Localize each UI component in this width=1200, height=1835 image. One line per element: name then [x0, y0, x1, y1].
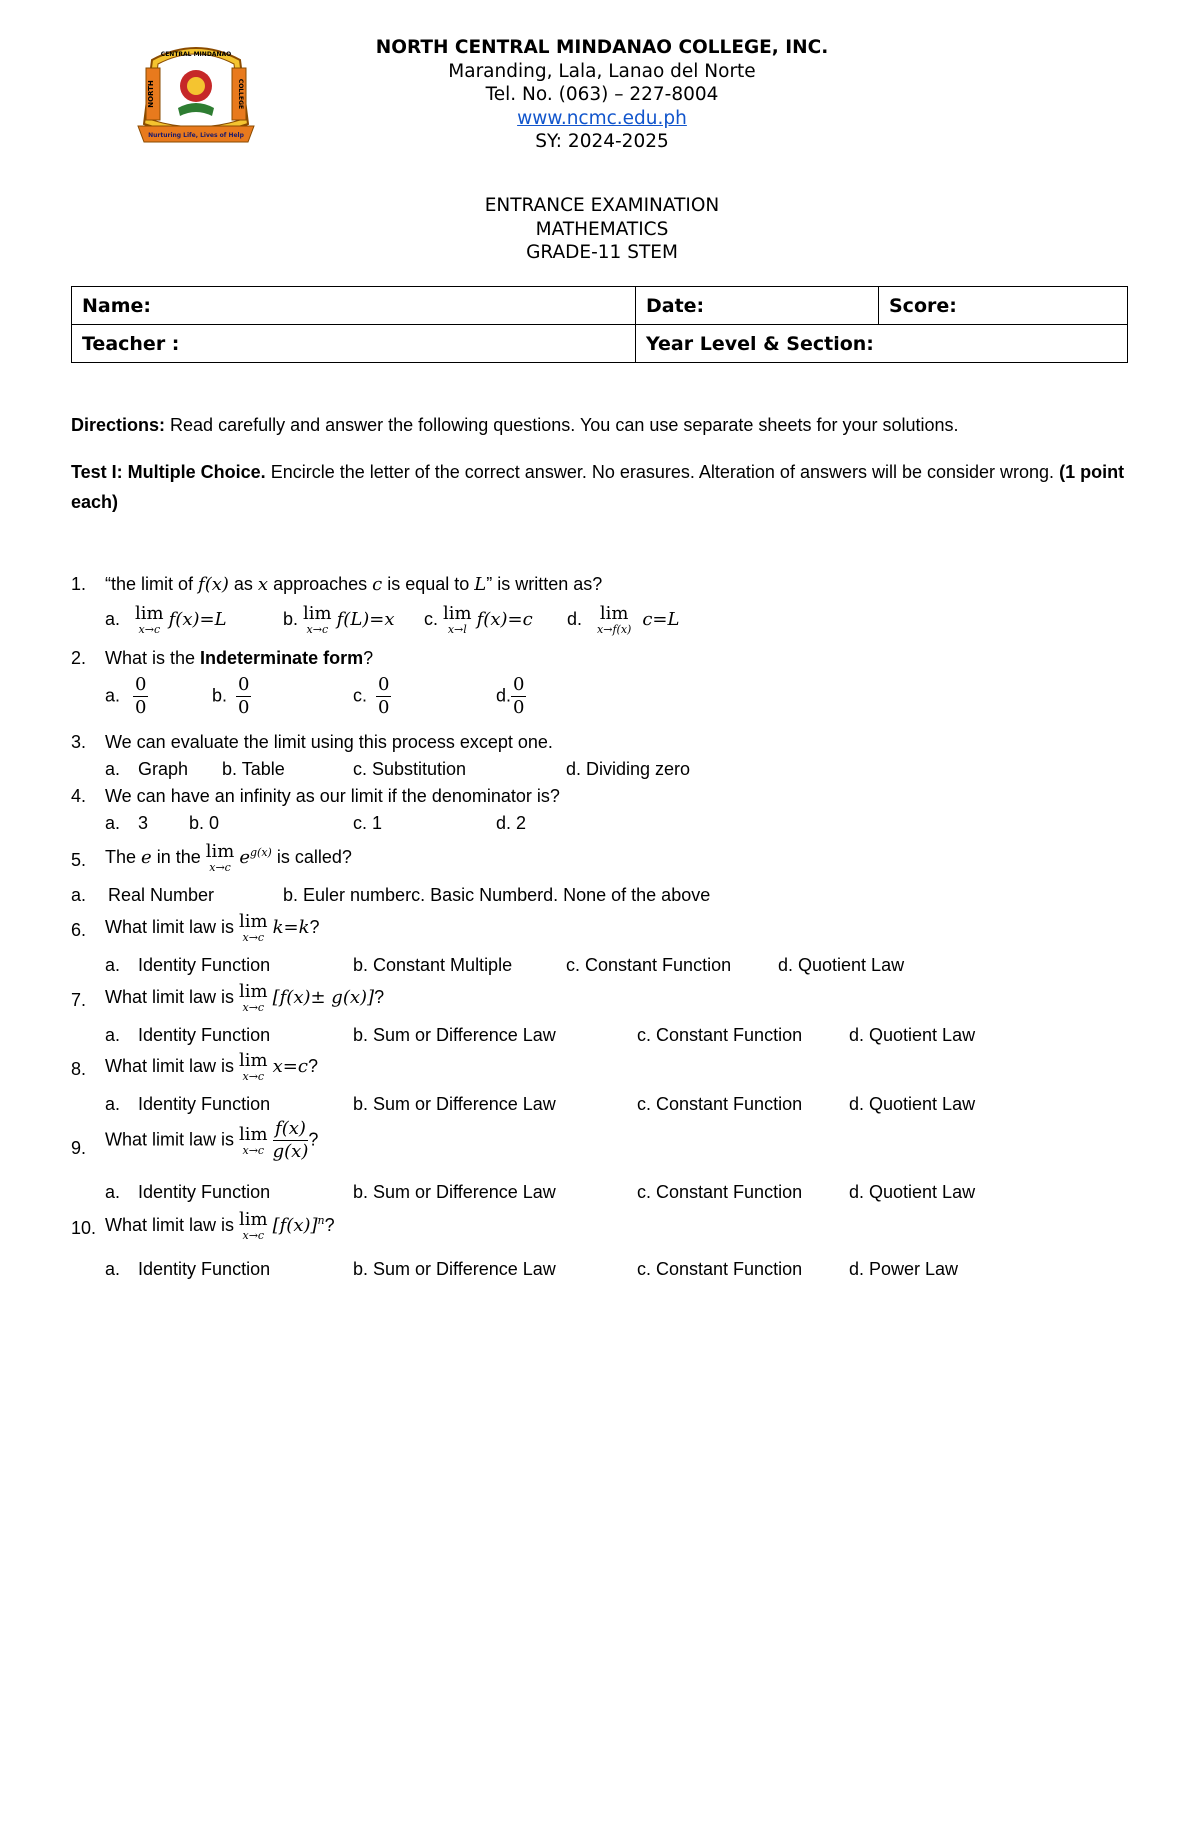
q10-end: ?: [324, 1214, 335, 1235]
question-number: 3.: [71, 732, 87, 752]
lim-subscript: x→c: [242, 1001, 265, 1014]
option-letter: d.: [567, 608, 583, 629]
lim-subscript: x→c: [242, 1070, 265, 1083]
q10-option-a[interactable]: [105, 1259, 270, 1280]
option-letter: b.: [212, 685, 228, 706]
option-text: Graph: [138, 759, 189, 779]
date-field[interactable]: [636, 287, 879, 325]
q4-option-d[interactable]: d. 2: [496, 813, 527, 833]
lim-symbol: lim: [599, 603, 629, 624]
q4-option-b[interactable]: b. 0: [189, 813, 220, 833]
q1-text-c: approaches: [268, 574, 373, 594]
question-text: [105, 1210, 335, 1242]
lim-subscript: x→c: [242, 1229, 265, 1242]
q7-text: What limit law is: [105, 986, 240, 1007]
option-letter: a.: [71, 885, 87, 905]
option-letter: a.: [105, 759, 121, 779]
teacher-field[interactable]: [72, 325, 636, 363]
lim-symbol: lim: [443, 603, 472, 624]
lim-subscript: x→l: [447, 623, 467, 636]
score-field[interactable]: [879, 287, 1128, 325]
q1-option-b[interactable]: [283, 604, 395, 636]
q6-option-d[interactable]: d. Quotient Law: [778, 955, 905, 975]
exam-subject: MATHEMATICS: [535, 218, 669, 240]
fraction-numerator: 0: [378, 674, 390, 695]
name-label: Name:: [82, 294, 152, 317]
q10-option-c[interactable]: c. Constant Function: [637, 1259, 803, 1279]
q2-end: ?: [363, 648, 374, 668]
option-letter: c.: [353, 685, 368, 706]
school-year: SY: 2024-2025: [535, 131, 669, 152]
year-section-label: Year Level & Section:: [646, 332, 874, 355]
question-number: 10.: [71, 1218, 97, 1238]
q3-option-c[interactable]: c. Substitution: [353, 759, 467, 779]
question-number: 7.: [71, 990, 87, 1010]
option-text: Identity Function: [138, 1259, 271, 1279]
test1-text: Encircle the letter of the correct answer. No erasures. Alteration of answers will be consider wrong.: [265, 462, 1055, 482]
q8-expression: x=c: [272, 1055, 308, 1077]
q4-option-c[interactable]: c. 1: [353, 813, 383, 833]
q5-text-b: in the: [151, 846, 206, 867]
lim-subscript: x→c: [242, 931, 265, 944]
q5-text-c: is called?: [271, 846, 352, 867]
college-tel: Tel. No. (063) – 227-8004: [485, 84, 719, 105]
q8-text: What limit law is: [105, 1055, 240, 1076]
question-text: [105, 648, 373, 669]
q9-option-c[interactable]: c. Constant Function: [637, 1182, 803, 1202]
score-label: Score:: [889, 294, 957, 317]
q8-option-d[interactable]: d. Quotient Law: [849, 1094, 976, 1114]
q1-text-b: as: [228, 574, 258, 594]
q1-option-d[interactable]: [567, 604, 679, 636]
question-text: [105, 1118, 318, 1163]
q2-bold-text: Indeterminate form: [200, 648, 364, 668]
q1-text-d: is equal to: [382, 574, 475, 594]
fraction-denominator: 0: [378, 697, 390, 718]
q9-end: ?: [308, 1129, 319, 1150]
logo-ribbon-text: Nurturing Life, Lives of Help: [148, 132, 244, 139]
lim-symbol: lim: [239, 981, 268, 1002]
q1-option-a[interactable]: [105, 604, 227, 636]
q6-option-c[interactable]: c. Constant Function: [566, 955, 732, 975]
fraction-numerator: 0: [238, 674, 250, 695]
lim-symbol: lim: [239, 1209, 268, 1230]
q1-option-c[interactable]: [424, 604, 533, 636]
q1-c: c: [372, 574, 383, 595]
logo-text-left: NORTH: [147, 80, 155, 108]
q5-exponent: g(x): [250, 845, 272, 859]
option-letter: a.: [105, 1182, 121, 1202]
q8-option-c[interactable]: c. Constant Function: [637, 1094, 803, 1114]
option-letter: a.: [105, 608, 121, 629]
question-text: We can evaluate the limit using this process except one.: [105, 732, 553, 752]
q9-option-d[interactable]: d. Quotient Law: [849, 1182, 976, 1202]
lim-subscript: x→c: [138, 623, 161, 636]
option-text: 3: [138, 813, 149, 833]
q9-text: What limit law is: [105, 1129, 240, 1150]
q1-fx: f(x): [198, 574, 229, 595]
logo-text-top: CENTRAL MINDANAO: [160, 51, 232, 58]
option-expression: f(x)=L: [168, 608, 227, 630]
lim-symbol: lim: [205, 841, 235, 862]
exam-title-block: [300, 194, 904, 265]
q5-options-b-d[interactable]: b. Euler numberc. Basic Numberd. None of the above: [283, 885, 711, 905]
fraction-numerator: 0: [513, 674, 525, 695]
q7-option-b[interactable]: b. Sum or Difference Law: [353, 1025, 556, 1045]
question-text: We can have an infinity as our limit if the denominator is?: [105, 786, 560, 806]
student-info-table: [71, 286, 1128, 363]
q7-option-c[interactable]: c. Constant Function: [637, 1025, 803, 1045]
q6-option-a[interactable]: [105, 955, 270, 976]
question-text: [105, 912, 320, 944]
q6-text: What limit law is: [105, 916, 240, 937]
q10-option-b[interactable]: b. Sum or Difference Law: [353, 1259, 556, 1279]
college-logo: [132, 42, 260, 154]
option-letter: a.: [105, 813, 121, 833]
q10-exponent: n: [317, 1213, 325, 1227]
lim-symbol: lim: [239, 1050, 268, 1071]
option-expression: f(L)=x: [336, 608, 395, 630]
fraction-numerator: f(x): [273, 1118, 309, 1141]
q10-option-d[interactable]: d. Power Law: [849, 1259, 959, 1279]
exam-grade: GRADE-11 STEM: [526, 242, 678, 263]
q9-option-a[interactable]: [105, 1182, 270, 1203]
fraction-denominator: g(x): [272, 1141, 309, 1162]
q2-option-a[interactable]: [105, 674, 148, 719]
question-number: 5.: [71, 850, 87, 870]
college-name: NORTH CENTRAL MINDANAO COLLEGE, INC.: [375, 37, 829, 58]
fraction-denominator: 0: [135, 697, 147, 718]
lim-symbol: lim: [239, 1123, 268, 1145]
q5-e-symbol: e: [141, 846, 152, 868]
q8-end: ?: [307, 1055, 318, 1076]
college-address: Maranding, Lala, Lanao del Norte: [448, 60, 756, 82]
test1-instructions: [71, 457, 1131, 517]
q8-option-a[interactable]: [105, 1094, 270, 1115]
lim-subscript: x→c: [306, 623, 329, 636]
q6-expression: k=k: [272, 916, 310, 938]
lim-symbol: lim: [239, 911, 268, 932]
q10-expression: [f(x)]: [272, 1214, 318, 1236]
option-text: Identity Function: [138, 1182, 271, 1202]
option-letter: a.: [105, 685, 121, 706]
test1-label: Test I: Multiple Choice.: [71, 462, 266, 482]
q2-option-b[interactable]: [212, 674, 251, 719]
fraction-denominator: 0: [238, 697, 250, 718]
logo-text-right: COLLEGE: [237, 78, 244, 110]
question-text: [105, 574, 602, 595]
q3-option-b[interactable]: b. Table: [222, 759, 285, 779]
question-number: 9.: [71, 1138, 87, 1158]
name-field[interactable]: [72, 287, 636, 325]
option-expression: c=L: [642, 608, 680, 630]
option-letter: a.: [105, 1259, 121, 1279]
q7-option-a[interactable]: [105, 1025, 270, 1046]
option-text: Identity Function: [138, 1025, 271, 1045]
q3-option-d[interactable]: d. Dividing zero: [566, 759, 691, 779]
q7-end: ?: [374, 986, 385, 1007]
option-expression: f(x)=c: [476, 608, 533, 630]
directions: [71, 413, 1131, 437]
question-number: 2.: [71, 648, 87, 668]
option-letter: a.: [105, 955, 121, 975]
q1-L: L: [474, 574, 487, 595]
directions-label: Directions:: [71, 415, 166, 435]
q3-option-a[interactable]: [105, 759, 188, 780]
teacher-label: Teacher :: [82, 332, 180, 355]
question-text: [105, 1051, 318, 1083]
lim-subscript: x→c: [242, 1143, 265, 1157]
option-letter: a.: [105, 1025, 121, 1045]
q9-option-b[interactable]: b. Sum or Difference Law: [353, 1182, 556, 1202]
lim-subscript: x→f(x): [597, 623, 632, 636]
q4-option-a[interactable]: [105, 813, 148, 834]
q7-expression: [f(x)± g(x)]: [272, 986, 375, 1008]
question-number: 6.: [71, 920, 87, 940]
q8-option-b[interactable]: b. Sum or Difference Law: [353, 1094, 556, 1114]
q1-text-a: “the limit of: [105, 574, 199, 594]
date-label: Date:: [646, 294, 705, 317]
question-number: 1.: [71, 574, 87, 594]
lim-symbol: lim: [303, 603, 332, 624]
q7-option-d[interactable]: d. Quotient Law: [849, 1025, 976, 1045]
directions-text: Read carefully and answer the following questions. You can use separate sheets for your solutions.: [165, 415, 959, 435]
question-text: [105, 842, 352, 874]
q2-option-c[interactable]: [353, 674, 391, 719]
question-text: [105, 982, 384, 1014]
college-website-link[interactable]: www.ncmc.edu.ph: [517, 107, 687, 129]
year-section-field[interactable]: [636, 325, 1128, 363]
option-letter: b.: [283, 608, 299, 629]
option-text: Identity Function: [138, 955, 271, 975]
test1-points: (1 point each): [71, 462, 1125, 512]
fraction-numerator: 0: [135, 674, 147, 695]
option-text: Real Number: [108, 885, 215, 905]
q5-expression: e: [239, 846, 250, 868]
q6-option-b[interactable]: b. Constant Multiple: [353, 955, 513, 975]
q2-option-d[interactable]: [496, 674, 526, 719]
q1-x: x: [257, 574, 269, 595]
fraction-denominator: 0: [513, 697, 525, 718]
option-text: Identity Function: [138, 1094, 271, 1114]
q5-option-a[interactable]: [71, 885, 214, 906]
q2-text: What is the: [105, 648, 201, 668]
question-number: 8.: [71, 1059, 87, 1079]
exam-title: ENTRANCE EXAMINATION: [484, 195, 720, 216]
q1-text-e: ” is written as?: [486, 574, 603, 594]
question-number: 4.: [71, 786, 87, 806]
lim-symbol: lim: [135, 603, 164, 624]
lim-subscript: x→c: [209, 861, 231, 874]
option-letter: a.: [105, 1094, 121, 1114]
q5-text-a: The: [105, 846, 142, 867]
q6-end: ?: [309, 916, 320, 937]
q10-text: What limit law is: [105, 1214, 240, 1235]
option-letter: d.: [496, 685, 512, 706]
letterhead: [300, 36, 904, 154]
option-letter: c.: [424, 608, 439, 629]
